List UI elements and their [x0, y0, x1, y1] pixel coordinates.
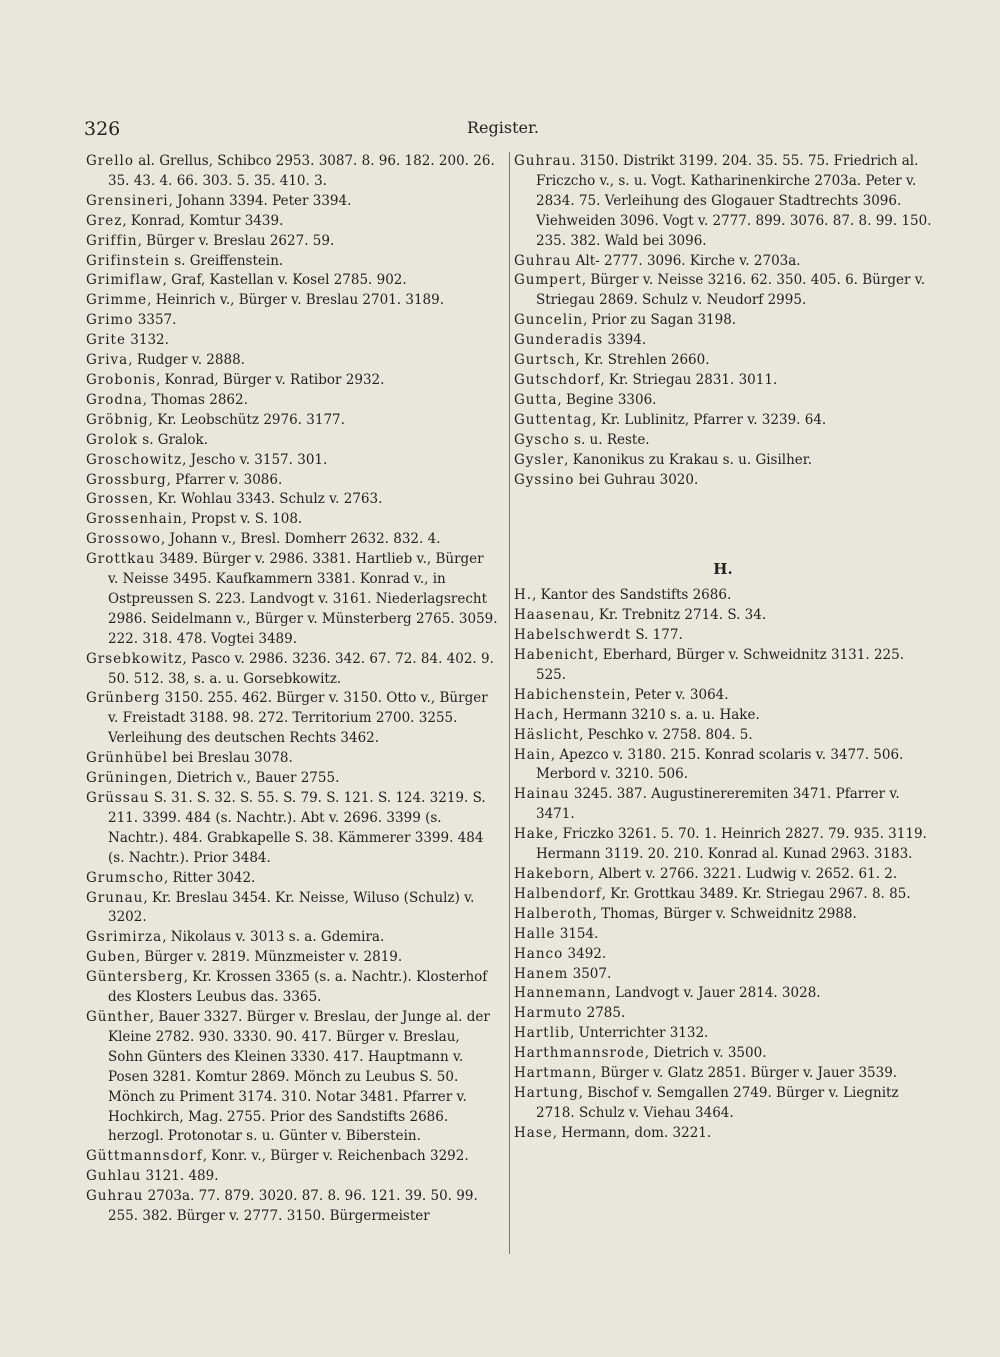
entry-text: , Dietrich v. 3500.	[644, 1045, 767, 1062]
entry-text: s. Greiffenstein.	[169, 252, 284, 269]
entry-text: , Prior zu Sagan 3198.	[583, 312, 737, 329]
entry-headword: Habichenstein	[514, 686, 627, 703]
entry-headword: Gurtsch	[514, 352, 576, 369]
index-entry	[514, 311, 932, 331]
entry-headword: Grello	[86, 153, 134, 169]
entry-text: , Konr. v., Bürger v. Reichenbach 3292.	[202, 1148, 469, 1165]
entry-headword: Güntersberg	[86, 969, 184, 986]
entry-headword: Hake	[514, 826, 554, 843]
entry-headword: Grobonis	[86, 371, 157, 388]
entry-headword: Hase	[514, 1124, 553, 1141]
entry-headword: Guben	[86, 949, 136, 966]
entry-text: , Graf, Kastellan v. Kosel 2785. 902.	[162, 272, 407, 289]
entry-text: S. 177.	[631, 627, 683, 644]
index-entry	[514, 1064, 932, 1084]
index-entry	[514, 726, 932, 746]
index-entry	[514, 785, 932, 825]
entry-text: 3154.	[555, 925, 599, 942]
entry-text: , Ritter 3042.	[164, 869, 256, 886]
entry-headword: Hakeborn	[514, 866, 590, 882]
index-entry	[86, 192, 498, 212]
entry-headword: Grite	[86, 332, 126, 349]
entry-text: al. Grellus, Schibco 2953. 3087. 8. 96. 182. 200. 26. 35. 43. 4. 66. 303. 5. 35. 410. 3.	[108, 153, 495, 189]
index-entry	[86, 411, 498, 431]
index-entry	[514, 152, 932, 252]
entry-headword: Grünberg	[86, 690, 161, 707]
index-entry	[514, 471, 932, 491]
entry-headword: Griffin	[86, 232, 138, 249]
index-entry	[514, 1024, 932, 1044]
entry-headword: Grünhübel	[86, 750, 168, 767]
entry-headword: Guhrau	[86, 1188, 144, 1205]
index-entry	[86, 550, 498, 650]
index-entry	[86, 391, 498, 411]
entry-headword: Grossburg	[86, 471, 167, 488]
index-entry	[86, 968, 498, 1008]
entry-headword: Grolok	[86, 431, 138, 448]
entry-text: , Konrad, Komtur 3439.	[122, 212, 284, 229]
entry-text: Alt- 2777. 3096. Kirche v. 2703a.	[571, 252, 801, 269]
entry-headword: Gröbnig	[86, 411, 149, 428]
right-column	[514, 152, 932, 1144]
index-entry	[514, 965, 932, 985]
entry-headword: Habenicht	[514, 647, 595, 664]
entry-text: , Peschko v. 2758. 804. 5.	[579, 726, 753, 743]
entry-headword: Gysler	[514, 451, 565, 468]
entry-headword: Hainau	[514, 786, 570, 803]
entry-text: , Bürger v. Neisse 3216. 62. 350. 405. 6. Bürger v. Striegau 2869. Schulz v. Neudorf 2995.	[536, 272, 926, 309]
entry-text: , Kr. Striegau 2831. 3011.	[600, 371, 778, 388]
entry-text: , Pasco v. 2986. 3236. 342. 67. 72. 84. 402. 9. 50. 512. 38, s. a. u. Gorsebkowitz.	[108, 650, 494, 687]
entry-headword: Harmuto	[514, 1005, 583, 1022]
index-entry	[514, 825, 932, 865]
entry-headword: Grsebkowitz	[86, 650, 183, 667]
index-entry	[86, 789, 498, 869]
entry-headword: Hannemann	[514, 985, 607, 1002]
index-entry	[514, 925, 932, 945]
entry-text: 3492.	[563, 945, 607, 962]
entry-text: , Begine 3306.	[557, 391, 657, 408]
entry-headword: Halberoth	[514, 905, 593, 922]
entry-headword: Guhrau	[514, 153, 572, 169]
entry-text: , Kanonikus zu Krakau s. u. Gisilher.	[564, 451, 813, 468]
entry-text: , Bürger v. Breslau 2627. 59.	[137, 232, 335, 249]
index-entry	[514, 706, 932, 726]
entry-text: , Kr. Lublinitz, Pfarrer v. 3239. 64.	[592, 411, 827, 428]
entry-text: s. u. Reste.	[569, 431, 650, 448]
entry-headword: Guttentag	[514, 411, 593, 428]
entry-text: , Bischof v. Semgallen 2749. Bürger v. Liegnitz 2718. Schulz v. Viehau 3464.	[536, 1084, 899, 1121]
entry-headword: Gyssino	[514, 471, 575, 488]
entry-text: , Konrad, Bürger v. Ratibor 2932.	[156, 371, 385, 388]
index-entry	[514, 984, 932, 1004]
entry-text: , Hermann, dom. 3221.	[552, 1124, 712, 1141]
entry-text: 2785.	[582, 1005, 626, 1022]
index-entry	[86, 1187, 498, 1227]
index-entry	[514, 905, 932, 925]
index-entry	[86, 769, 498, 789]
index-entry	[86, 232, 498, 252]
index-entry	[514, 1124, 932, 1144]
index-entry	[514, 411, 932, 431]
index-entry	[514, 431, 932, 451]
entry-text: 2703a. 77. 879. 3020. 87. 8. 96. 121. 39. 50. 99. 255. 382. Bürger v. 2777. 3150. Bürgermeister	[108, 1188, 478, 1225]
entry-headword: Grossenhain	[86, 511, 183, 528]
entry-headword: Grensineri	[86, 192, 169, 209]
index-entry	[86, 351, 498, 371]
index-entry	[86, 431, 498, 451]
entry-headword: Hartung	[514, 1084, 579, 1101]
entry-headword: Grimme	[86, 292, 148, 309]
index-entry	[514, 626, 932, 646]
entry-text: 3357.	[133, 312, 177, 329]
section-gap	[514, 490, 932, 530]
index-entry	[86, 451, 498, 471]
entry-text: , Thomas, Bürger v. Schweidnitz 2988.	[592, 905, 857, 922]
index-entry	[514, 686, 932, 706]
entry-headword: Gyscho	[514, 431, 570, 448]
entry-headword: Hanco	[514, 945, 564, 962]
entry-text: . 3150. Distrikt 3199. 204. 35. 55. 75. Friedrich al. Friczcho v., s. u. Vogt. Katharinenkirche 2703a. Peter v. 2834. 75. Verleihung des Glogauer Stadtrechts 3096. Viehweiden 3096. Vogt v. 2777. 899. 3076. 87. 8. 99. 150. 235. 382. Wald bei 3096.	[536, 153, 932, 249]
entry-headword: Grez	[86, 212, 123, 229]
entry-text: bei Guhrau 3020.	[574, 471, 699, 488]
index-entry	[514, 1084, 932, 1124]
entry-headword: H.	[514, 587, 533, 604]
entry-headword: Griva	[86, 352, 129, 369]
index-entry	[86, 689, 498, 749]
entry-text: , Propst v. S. 108.	[182, 511, 303, 528]
entry-headword: Grossen	[86, 491, 149, 508]
entry-text: , Nikolaus v. 3013 s. a. Gdemira.	[162, 929, 385, 946]
index-entry	[86, 928, 498, 948]
entry-text: , Thomas 2862.	[142, 391, 248, 408]
page-number: 326	[84, 118, 121, 140]
entry-headword: Grifinstein	[86, 252, 170, 269]
index-entry	[514, 646, 932, 686]
entry-headword: Groschowitz	[86, 451, 183, 468]
index-entry	[86, 510, 498, 530]
index-entry	[514, 451, 932, 471]
entry-headword: Hach	[514, 706, 555, 723]
entry-headword: Haasenau	[514, 607, 591, 624]
entry-text: , Unterrichter 3132.	[569, 1025, 709, 1042]
entry-headword: Grottkau	[86, 551, 156, 568]
entry-text: , Johann 3394. Peter 3394.	[168, 192, 352, 209]
entry-headword: Grimiflaw	[86, 272, 163, 289]
entry-headword: Gunderadis	[514, 332, 604, 349]
index-entry	[86, 291, 498, 311]
entry-text: , Eberhard, Bürger v. Schweidnitz 3131. 225. 525.	[536, 647, 904, 683]
index-entry	[514, 945, 932, 965]
entry-text: , Hermann 3210 s. a. u. Hake.	[554, 706, 760, 723]
entry-text: , Kr. Wohlau 3343. Schulz v. 2763.	[148, 491, 383, 508]
index-entry	[514, 1044, 932, 1064]
entry-text: s. Gralok.	[138, 431, 209, 448]
entry-headword: Güttmannsdorf	[86, 1148, 203, 1165]
entry-text: , Johann v., Bresl. Domherr 2632. 832. 4.	[161, 531, 441, 548]
left-column	[86, 152, 498, 1227]
entry-headword: Gsrimirza	[86, 929, 163, 946]
entry-headword: Grumscho	[86, 869, 165, 886]
entry-headword: Guhrau	[514, 252, 572, 269]
entry-headword: Halbendorf	[514, 885, 602, 902]
entry-text: , Bauer 3327. Bürger v. Breslau, der Junge al. der Kleine 2782. 930. 3330. 90. 417. Bürger v. Breslau, Sohn Günters des Kleinen 3330. 417. Hauptmann v. Posen 3281. Komtur 2869. Mönch zu Leubus S. 50. Mönch zu Priment 3174. 310. Notar 3481. Pfarrer v. Hochkirch, Mag. 2755. Prior des Sandstifts 2686. herzogl. Protonotar s. u. Günter v. Biberstein.	[108, 1008, 490, 1145]
entry-text: 3121. 489.	[141, 1168, 219, 1185]
entry-text: 3245. 387. Augustinereremiten 3471. Pfarrer v. 3471.	[536, 786, 900, 823]
index-entry	[86, 311, 498, 331]
index-entry	[514, 391, 932, 411]
entry-headword: Grüningen	[86, 770, 168, 787]
right-column-entries	[514, 152, 932, 490]
entry-headword: Grossowo	[86, 531, 162, 548]
entry-text: 3489. Bürger v. 2986. 3381. Hartlieb v., Bürger v. Neisse 3495. Kaufkammern 3381. Konrad v., in Ostpreussen S. 223. Landvogt v. 3161. Niederlagsrecht 2986. Seidelmann v., Bürger v. Münsterberg 2765. 3059. 222. 318. 478. Vogtei 3489.	[108, 551, 498, 647]
entry-text: , Heinrich v., Bürger v. Breslau 2701. 3189.	[147, 292, 445, 309]
entry-text: , Kr. Strehlen 2660.	[575, 352, 710, 369]
entry-text: , Jescho v. 3157. 301.	[182, 451, 328, 468]
entry-headword: Habelschwerdt	[514, 627, 632, 644]
entry-text: , Kr. Trebnitz 2714. S. 34.	[590, 607, 767, 624]
entry-headword: Grunau	[86, 889, 144, 906]
index-entry	[514, 371, 932, 391]
index-entry	[86, 869, 498, 889]
entry-headword: Gutschdorf	[514, 371, 601, 388]
entry-text: , Peter v. 3064.	[626, 686, 729, 703]
index-entry	[514, 746, 932, 786]
index-entry	[514, 331, 932, 351]
index-entry	[514, 351, 932, 371]
index-entry	[86, 252, 498, 272]
entry-headword: Grodna	[86, 391, 143, 408]
index-entry	[86, 471, 498, 491]
entry-text: S. 31. S. 32. S. 55. S. 79. S. 121. S. 124. 3219. S. 211. 3399. 484 (s. Nachtr.). Abt v. 2696. 3399 (s. Nachtr.). 484. Grabkapelle S. 38. Kämmerer 3399. 484 (s. Nachtr.). Prior 3484.	[108, 790, 486, 866]
entry-text: , Apezco v. 3180. 215. Konrad scolaris v. 3477. 506. Merbord v. 3210. 506.	[536, 746, 904, 783]
index-entry	[86, 490, 498, 510]
index-entry	[86, 371, 498, 391]
index-entry	[86, 212, 498, 232]
entry-text: , Pfarrer v. 3086.	[166, 471, 283, 488]
index-entry	[86, 1167, 498, 1187]
index-entry	[514, 586, 932, 606]
entry-text: , Albert v. 2766. 3221. Ludwig v. 2652. 61. 2.	[589, 866, 898, 882]
index-entry	[514, 606, 932, 626]
index-entry	[514, 885, 932, 905]
entry-text: , Friczko 3261. 5. 70. 1. Heinrich 2827. 79. 935. 3119. Hermann 3119. 20. 210. Konrad al. Kunad 2963. 3183.	[536, 826, 927, 863]
entry-headword: Grüssau	[86, 790, 150, 806]
entry-text: 3132.	[125, 332, 169, 349]
entry-text: , Rudger v. 2888.	[128, 352, 245, 369]
column-divider	[509, 152, 510, 1254]
running-head: Register.	[467, 118, 539, 137]
index-entry	[86, 650, 498, 690]
entry-headword: Guhlau	[86, 1168, 142, 1185]
index-entry	[86, 948, 498, 968]
entry-text: , Bürger v. 2819. Münzmeister v. 2819.	[135, 949, 403, 966]
entry-headword: Günther	[86, 1008, 150, 1025]
index-entry	[514, 865, 932, 885]
section-heading-h: H.	[713, 560, 733, 579]
entry-text: , Kr. Leobschütz 2976. 3177.	[148, 411, 345, 428]
entry-text: 3394.	[603, 332, 647, 349]
entry-headword: Gutta	[514, 391, 558, 408]
entry-headword: Gumpert	[514, 272, 582, 289]
index-entry	[86, 152, 498, 192]
entry-text: 3507.	[568, 965, 612, 982]
entry-headword: Hanem	[514, 965, 569, 982]
entry-headword: Hartmann	[514, 1065, 592, 1082]
entry-text: , Kr. Grottkau 3489. Kr. Striegau 2967. 8. 85.	[601, 885, 911, 902]
index-entry	[514, 1004, 932, 1024]
section-h-entries	[514, 586, 932, 1143]
entry-text: 3150. 255. 462. Bürger v. 3150. Otto v., Bürger v. Freistadt 3188. 98. 272. Territorium 2700. 3255. Verleihung des deutschen Rechts 3462.	[108, 690, 488, 747]
index-entry	[86, 271, 498, 291]
index-entry	[514, 271, 932, 311]
entry-headword: Hain	[514, 746, 551, 763]
entry-headword: Häslicht	[514, 726, 580, 743]
index-entry	[86, 530, 498, 550]
index-entry	[86, 889, 498, 929]
entry-text: , Bürger v. Glatz 2851. Bürger v. Jauer 3539.	[591, 1065, 898, 1082]
entry-text: , Kantor des Sandstifts 2686.	[532, 587, 732, 604]
index-entry	[86, 331, 498, 351]
entry-text: , Dietrich v., Bauer 2755.	[167, 770, 340, 787]
entry-text: , Landvogt v. Jauer 2814. 3028.	[606, 985, 821, 1002]
index-entry	[86, 1147, 498, 1167]
index-entry	[514, 252, 932, 272]
entry-headword: Halle	[514, 925, 556, 942]
index-entry	[86, 749, 498, 769]
entry-headword: Harthmannsrode	[514, 1045, 645, 1062]
index-entry	[86, 1008, 498, 1147]
entry-text: , Kr. Krossen 3365 (s. a. Nachtr.). Klosterhof des Klosters Leubus das. 3365.	[108, 969, 488, 1006]
entry-headword: Grimo	[86, 312, 134, 329]
entry-text: bei Breslau 3078.	[167, 750, 293, 767]
entry-headword: Guncelin	[514, 312, 584, 329]
entry-text: , Kr. Breslau 3454. Kr. Neisse, Wiluso (Schulz) v. 3202.	[108, 889, 475, 926]
entry-headword: Hartlib	[514, 1025, 570, 1042]
